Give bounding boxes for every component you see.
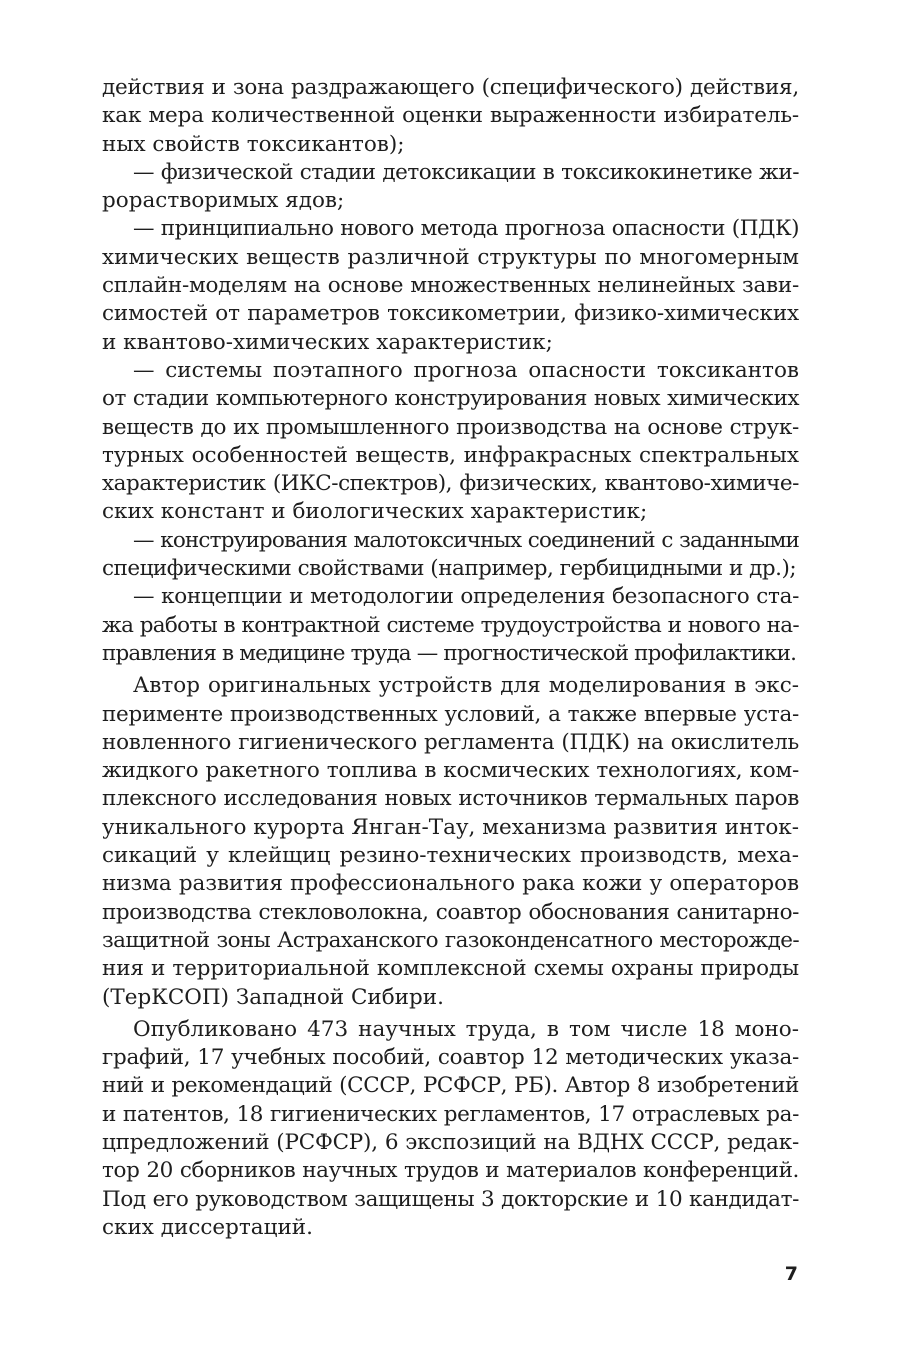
text-line: веществ до их промышленного производства на основе струк- (102, 414, 799, 440)
paragraph (102, 583, 799, 668)
text-line: плексного исследования новых источников термальных паров (102, 786, 799, 812)
text-line: ских диссертаций. (102, 1214, 313, 1240)
text-line: специфическими свойствами (например, гербицидными и др.); (102, 556, 797, 582)
text-line: — физической стадии детоксикации в токсикокинетике жи- (133, 159, 799, 185)
text-line: химических веществ различной структуры по многомерным (102, 244, 799, 270)
text-line: характеристик (ИКС-спектров), физических, квантово-химиче- (102, 471, 799, 497)
page-number: 7 (784, 1263, 798, 1285)
paragraph (102, 672, 799, 1012)
text-line: производства стекловолокна, соавтор обоснования санитарно- (102, 899, 799, 925)
text-line: Под его руководством защищены 3 докторские и 10 кандидат- (102, 1186, 799, 1212)
text-line: и квантово-химических характеристик; (102, 329, 553, 355)
text-line: — концепции и методологии определения безопасного ста- (133, 584, 799, 610)
text-line: жа работы в контрактной системе трудоустройства и нового на- (102, 612, 799, 638)
text-line: — конструирования малотоксичных соединений с заданными (133, 527, 799, 553)
text-line: — принципиально нового метода прогноза опасности (ПДК) (133, 216, 799, 242)
text-line: ний и рекомендаций (СССР, РСФСР, РБ). Автор 8 изобретений (102, 1073, 799, 1099)
text-line: ских констант и биологических характеристик; (102, 499, 648, 525)
text-line: Автор оригинальных устройств для моделирования в экс- (133, 673, 799, 699)
text-line: перименте производственных условий, а также впервые уста- (102, 701, 799, 727)
text-line: и патентов, 18 гигиенических регламентов, 17 отраслевых ра- (102, 1101, 799, 1127)
text-line: графий, 17 учебных пособий, соавтор 12 методических указа- (102, 1045, 799, 1071)
text-line: ных свойств токсикантов); (102, 131, 405, 157)
text-line: новленного гигиенического регламента (ПДК) на окислитель (102, 729, 799, 755)
text-line: (ТерКСОП) Западной Сибири. (102, 984, 444, 1010)
paragraph (102, 215, 799, 356)
text-line: уникального курорта Янган-Тау, механизма развития инток- (102, 814, 799, 840)
text-line: сикаций у клейщиц резино-технических производств, меха- (102, 843, 799, 869)
paragraph (102, 159, 799, 216)
text-line: симостей от параметров токсикометрии, физико-химических (102, 301, 799, 327)
text-line: рорастворимых ядов; (102, 188, 345, 214)
paragraph (102, 74, 799, 159)
text-line: тор 20 сборников научных трудов и материалов конференций. (102, 1158, 799, 1184)
text-line: действия и зона раздражающего (специфического) действия, (102, 75, 799, 100)
text-line: жидкого ракетного топлива в космических технологиях, ком- (102, 758, 799, 784)
text-line: турных особенностей веществ, инфракрасных спектральных (102, 442, 799, 468)
text-line: цпредложений (РСФСР), 6 экспозиций на ВДНХ СССР, редак- (102, 1129, 799, 1155)
paragraph (102, 527, 799, 584)
text-line: сплайн-моделям на основе множественных нелинейных зави- (102, 273, 799, 299)
text-line: защитной зоны Астраханского газоконденсатного месторожде- (102, 927, 799, 953)
paragraph (102, 1016, 799, 1242)
text-line: правления в медицине труда — прогностической профилактики. (102, 640, 797, 666)
text-line: от стадии компьютерного конструирования новых химических (102, 386, 799, 412)
text-line: ния и территориальной комплексной схемы охраны природы (102, 956, 799, 982)
paragraph (102, 357, 799, 527)
text-line: низма развития профессионального рака кожи у операторов (102, 871, 799, 897)
text-line: — системы поэтапного прогноза опасности токсикантов (133, 357, 799, 383)
body-text (102, 74, 799, 1242)
text-line: как мера количественной оценки выраженности избиратель- (102, 103, 799, 129)
text-line: Опубликовано 473 научных труда, в том числе 18 моно- (133, 1016, 799, 1042)
